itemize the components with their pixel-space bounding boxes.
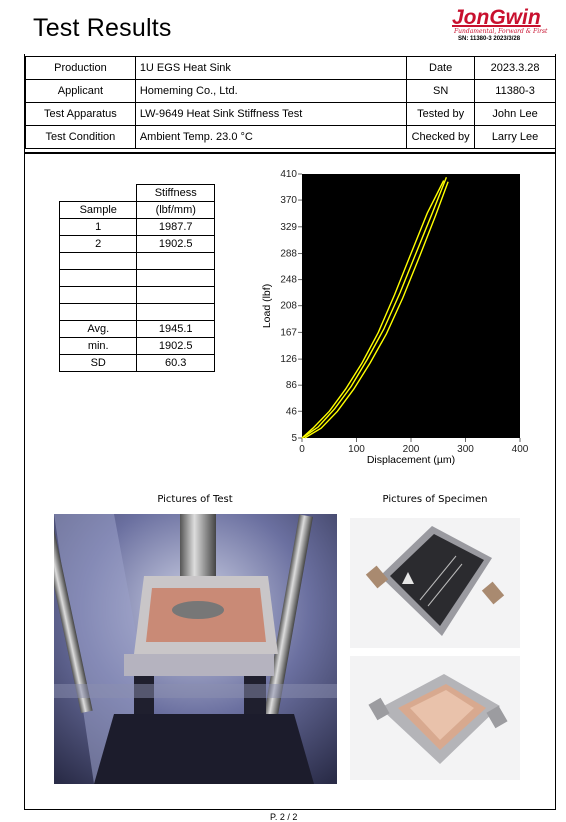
sn-label: SN — [407, 80, 475, 103]
specimen-top-image — [350, 518, 520, 648]
sn-value: 11380-3 — [475, 80, 556, 103]
empty-cell — [60, 270, 137, 287]
value-cell: 1902.5 — [137, 236, 215, 253]
y-axis-label: Load (lbf) — [261, 283, 273, 329]
checked-by-value: Larry Lee — [475, 126, 556, 149]
specimen-photo-bottom — [350, 656, 520, 780]
empty-row — [60, 253, 215, 270]
empty-row — [60, 304, 215, 321]
avg-label: Avg. — [60, 321, 137, 338]
empty-row — [60, 270, 215, 287]
x-tick-label: 0 — [299, 444, 305, 455]
test-photo — [54, 514, 337, 784]
y-tick-label: 126 — [280, 354, 297, 366]
empty-cell — [137, 304, 215, 321]
apparatus-label: Test Apparatus — [26, 103, 136, 126]
x-tick-label: 100 — [348, 444, 365, 455]
logo-sn: SN: 11380-3 2023/3/28 — [458, 36, 521, 42]
plot-area — [302, 174, 520, 438]
blank-corner-cell — [60, 185, 137, 202]
date-value: 2023.3.28 — [475, 57, 556, 80]
stiffness-table — [59, 184, 215, 372]
y-tick-label: 288 — [280, 248, 297, 260]
sample-cell: 2 — [60, 236, 137, 253]
specimen-pictures-caption: Pictures of Specimen — [382, 494, 488, 505]
y-tick-label: 46 — [285, 406, 297, 418]
condition-label: Test Condition — [26, 126, 136, 149]
applicant-value: Homeming Co., Ltd. — [135, 80, 406, 103]
specimen-bottom-image — [350, 656, 520, 780]
y-tick-label: 167 — [280, 327, 297, 339]
test-pictures-caption: Pictures of Test — [157, 494, 233, 505]
checked-by-label: Checked by — [407, 126, 475, 149]
table-row — [60, 219, 215, 236]
load-displacement-chart — [258, 160, 534, 466]
apparatus-value: LW-9649 Heat Sink Stiffness Test — [135, 103, 406, 126]
tested-by-label: Tested by — [407, 103, 475, 126]
logo-name: JonGwin — [452, 6, 541, 29]
condition-value: Ambient Temp. 23.0 °C — [135, 126, 406, 149]
y-tick-label: 370 — [280, 195, 297, 207]
page-number: P. 2 / 2 — [270, 812, 298, 822]
empty-cell — [137, 253, 215, 270]
page-title: Test Results — [33, 14, 172, 42]
empty-cell — [60, 304, 137, 321]
x-axis-label: Displacement (µm) — [366, 454, 456, 466]
test-photo-image — [54, 514, 337, 784]
sd-value: 60.3 — [137, 355, 215, 372]
sample-header: Sample — [60, 202, 137, 219]
sample-cell: 1 — [60, 219, 137, 236]
y-tick-label: 5 — [291, 433, 297, 444]
info-table — [25, 56, 556, 149]
date-label: Date — [407, 57, 475, 80]
y-tick-label: 329 — [280, 221, 297, 233]
tested-by-value: John Lee — [475, 103, 556, 126]
x-tick-label: 400 — [511, 444, 529, 455]
min-label: min. — [60, 338, 137, 355]
value-cell: 1987.7 — [137, 219, 215, 236]
x-tick-label: 300 — [457, 444, 474, 455]
empty-row — [60, 287, 215, 304]
min-value: 1902.5 — [137, 338, 215, 355]
header-divider — [25, 152, 556, 154]
company-logo — [452, 8, 548, 50]
empty-cell — [60, 287, 137, 304]
avg-value: 1945.1 — [137, 321, 215, 338]
y-tick-label: 86 — [285, 380, 297, 392]
logo-tagline: Fundamental, Forward & First — [454, 28, 548, 35]
unit-header: (lbf/mm) — [137, 202, 215, 219]
specimen-photo-top — [350, 518, 520, 648]
y-tick-label: 410 — [280, 169, 297, 180]
empty-cell — [137, 270, 215, 287]
stiffness-header: Stiffness — [137, 185, 215, 202]
x-tick-label: 200 — [402, 444, 420, 455]
table-row — [60, 236, 215, 253]
y-tick-label: 208 — [280, 300, 297, 312]
applicant-label: Applicant — [26, 80, 136, 103]
production-label: Production — [26, 57, 136, 80]
y-tick-label: 248 — [280, 274, 297, 286]
production-value: 1U EGS Heat Sink — [135, 57, 406, 80]
empty-cell — [137, 287, 215, 304]
sd-label: SD — [60, 355, 137, 372]
empty-cell — [60, 253, 137, 270]
